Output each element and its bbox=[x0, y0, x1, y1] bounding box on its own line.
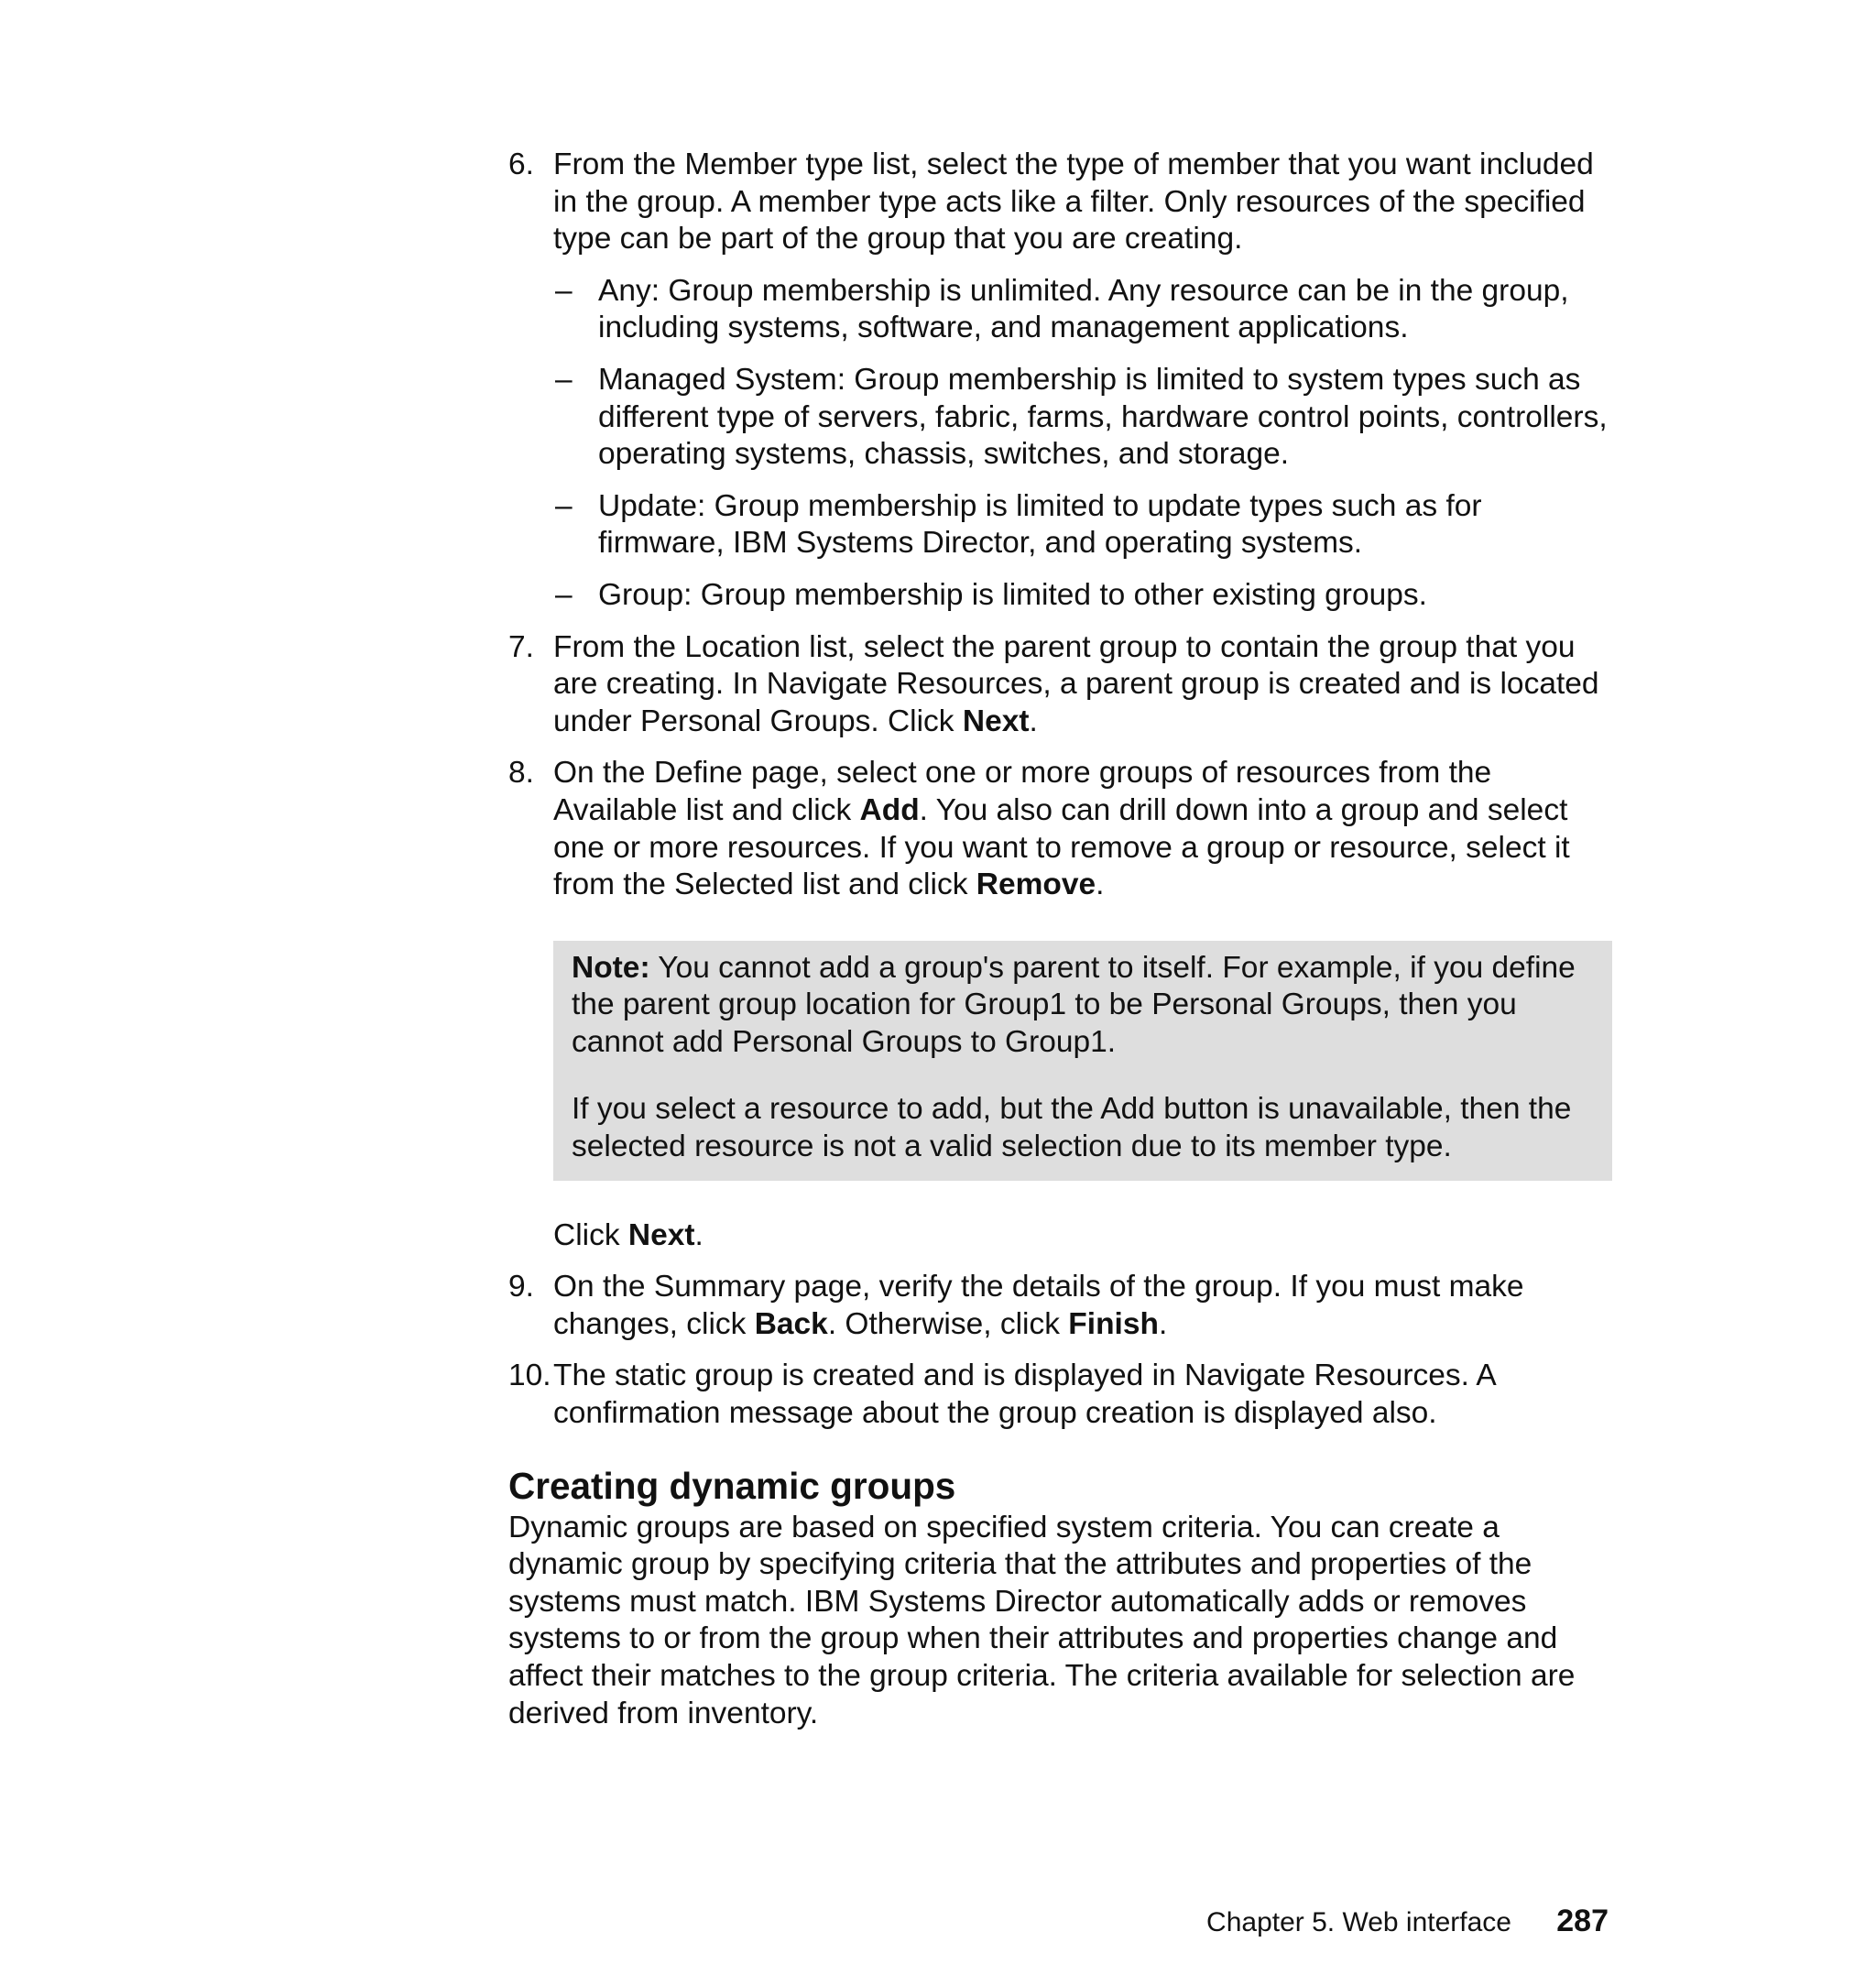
page-content bbox=[508, 147, 1612, 1732]
step-text bbox=[553, 755, 1612, 903]
note-paragraph bbox=[572, 950, 1594, 1062]
page-footer bbox=[1191, 1900, 1612, 1944]
subitem-text: Update: Group membership is limited to update types such as for firmware, IBM Systems Director, and operating systems. bbox=[598, 488, 1482, 561]
member-type-any bbox=[553, 273, 1612, 347]
note-paragraph: If you select a resource to add, but the Add button is unavailable, then the selected resource is not a valid selection due to its member type. bbox=[572, 1092, 1572, 1164]
text-run: On the Define page, select one or more groups of resources from the Available list and click bbox=[553, 756, 1492, 827]
finish-button-ref: Finish bbox=[1068, 1306, 1159, 1341]
remove-button-ref: Remove bbox=[976, 868, 1096, 902]
step-text: The static group is created and is displayed in Navigate Resources. A confirmation message about the group creation is displayed also. bbox=[553, 1359, 1495, 1431]
step-8 bbox=[508, 755, 1612, 1254]
text-run: . bbox=[694, 1217, 704, 1252]
step-number: 7. bbox=[508, 629, 534, 664]
step-9 bbox=[508, 1269, 1612, 1343]
subitem-text: Group: Group membership is limited to other existing groups. bbox=[598, 577, 1427, 612]
note-box bbox=[553, 941, 1612, 1181]
page-number: 287 bbox=[1556, 1904, 1609, 1938]
text-run: . bbox=[1029, 704, 1038, 738]
subitem-text: Managed System: Group membership is limited to system types such as different type of servers, fabric, farms, hardware control points, controllers, operating systems, chassis, switches, and storage. bbox=[598, 362, 1608, 472]
member-type-group bbox=[553, 577, 1612, 615]
dash-bullet: – bbox=[555, 577, 573, 612]
member-type-update bbox=[553, 488, 1612, 562]
step-text bbox=[553, 1269, 1612, 1343]
dash-bullet: – bbox=[555, 362, 573, 397]
step-number: 8. bbox=[508, 756, 534, 791]
next-button-ref: Next bbox=[962, 704, 1030, 738]
next-button-ref: Next bbox=[627, 1217, 695, 1252]
text-run: From the Location list, select the parent group to contain the group that you are creating. In Navigate Resources, a parent group is created and is located under Personal Groups. Click bbox=[553, 629, 1599, 738]
step-number: 6. bbox=[508, 147, 534, 181]
step-number: 10. bbox=[508, 1359, 551, 1393]
text-run: Click bbox=[553, 1217, 628, 1252]
step-7 bbox=[508, 629, 1612, 741]
step-text: From the Member type list, select the type of member that you want included in the group. A member type acts like a filter. Only resources of the specified type can be part of the group that you are creating. bbox=[553, 147, 1594, 256]
text-run: You cannot add a group's parent to itself. For example, if you define the parent group location for Group1 to be Personal Groups, then you cannot add Personal Groups to Group1. bbox=[572, 950, 1576, 1059]
step-10 bbox=[508, 1358, 1612, 1432]
member-type-list bbox=[553, 273, 1612, 615]
text-run: On the Summary page, verify the details of the group. If you must make changes, click bbox=[553, 1270, 1524, 1341]
text-run: . You also can drill down into a group and select one or more resources. If you want to remove a group or resource, select it from the Selected list and click bbox=[553, 792, 1570, 902]
footer-chapter: Chapter 5. Web interface bbox=[1206, 1907, 1511, 1937]
text-run: . Otherwise, click bbox=[827, 1306, 1069, 1341]
step-number: 9. bbox=[508, 1270, 534, 1304]
back-button-ref: Back bbox=[754, 1306, 828, 1341]
text-run: . bbox=[1158, 1306, 1168, 1341]
section-body: Dynamic groups are based on specified system criteria. You can create a dynamic group by specifying criteria that the attributes and properties of the systems must match. IBM Systems Director automatically adds or removes systems to or from the group when their attributes and properties change and affect their matches to the group criteria. The criteria available for selection are derived from inventory. bbox=[508, 1510, 1576, 1730]
add-button-ref: Add bbox=[859, 792, 920, 827]
dash-bullet: – bbox=[555, 273, 573, 308]
subitem-text: Any: Group membership is unlimited. Any resource can be in the group, including systems, software, and management applications. bbox=[598, 273, 1569, 345]
dash-bullet: – bbox=[555, 488, 573, 523]
step-text bbox=[553, 629, 1612, 741]
click-next-line bbox=[553, 1217, 1612, 1255]
member-type-managed-system bbox=[553, 362, 1612, 474]
section-heading: Creating dynamic groups bbox=[508, 1464, 956, 1507]
text-run: . bbox=[1096, 868, 1105, 902]
note-label: Note: bbox=[572, 950, 650, 985]
step-6 bbox=[508, 147, 1612, 615]
